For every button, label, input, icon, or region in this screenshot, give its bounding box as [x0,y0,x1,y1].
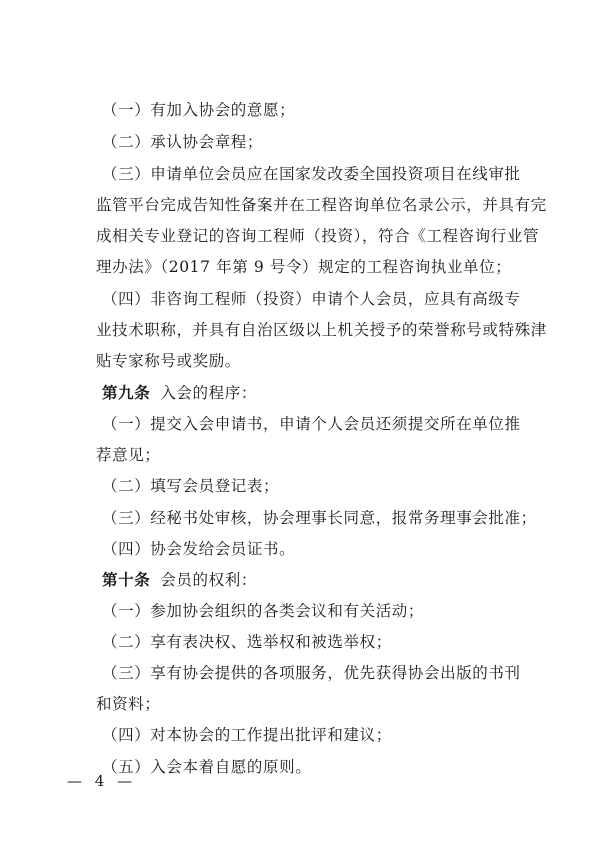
article-ten-text: 会员的权利： [160,571,257,589]
paragraph-line: 和资料； [96,695,161,713]
paragraph-line: （二）享有表决权、选举权和被选举权； [102,633,392,651]
paragraph-line: （四）协会发给会员证书。 [102,540,296,558]
paragraph-line: （五）入会本着自愿的原则。 [102,758,312,776]
article-nine-line [102,381,257,405]
article-nine-text: 入会的程序： [160,384,257,402]
paragraph-line: （一）参加协会组织的各类会议和有关活动； [102,602,425,620]
paragraph-line: （四）对本协会的工作提出批评和建议； [102,726,392,744]
article-nine-heading: 第九条 [102,383,151,402]
paragraph-line: （一）有加入协会的意愿； [102,101,296,119]
paragraph-line: 荐意见； [96,446,161,464]
paragraph-line: （二）承认协会章程； [102,133,264,151]
page-number: — 4 — [67,772,137,790]
paragraph-line: 成相关专业登记的咨询工程师（投资），符合《工程咨询行业管 [96,227,540,245]
paragraph-line: 理办法》（2017 年第 9 号令）规定的工程咨询执业单位； [96,258,512,276]
paragraph-line: （一）提交入会申请书，申请个人会员还须提交所在单位推 [102,415,521,433]
paragraph-line: 业技术职称，并具有自治区级以上机关授予的荣誉称号或特殊津 [96,321,547,339]
paragraph-line: 贴专家称号或奖励。 [96,352,241,370]
article-ten-line [102,568,257,592]
article-ten-heading: 第十条 [102,570,151,589]
paragraph-line: （二）填写会员登记表； [102,477,280,495]
paragraph-line: （三）申请单位会员应在国家发改委全国投资项目在线审批 [102,165,521,183]
paragraph-line: 监管平台完成告知性备案并在工程咨询单位名录公示，并具有完 [96,196,547,214]
paragraph-line: （三）经秘书处审核，协会理事长同意，报常务理事会批准； [102,509,537,527]
paragraph-line: （四）非咨询工程师（投资）申请个人会员，应具有高级专 [102,290,521,308]
paragraph-line: （三）享有协会提供的各项服务，优先获得协会出版的书刊 [102,664,521,682]
